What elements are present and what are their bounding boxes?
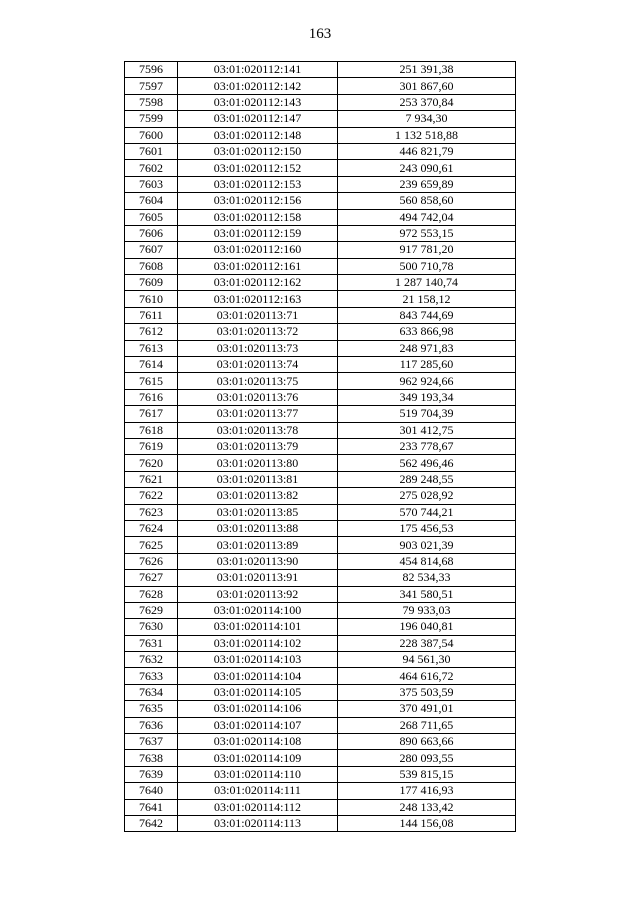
value-cell: 94 561,30 [338,652,516,668]
value-cell: 79 933,03 [338,602,516,618]
cadastral-number-cell: 03:01:020112:156 [178,193,338,209]
row-number-cell: 7627 [125,570,178,586]
table-row [125,422,516,438]
value-cell: 248 133,42 [338,799,516,815]
cadastral-number-cell: 03:01:020112:163 [178,291,338,307]
value-cell: 446 821,79 [338,143,516,159]
table-row [125,143,516,159]
row-number-cell: 7622 [125,488,178,504]
value-cell: 349 193,34 [338,389,516,405]
row-number-cell: 7642 [125,815,178,831]
value-cell: 560 858,60 [338,193,516,209]
cadastral-number-cell: 03:01:020113:88 [178,520,338,536]
cadastral-number-cell: 03:01:020112:153 [178,176,338,192]
row-number-cell: 7612 [125,324,178,340]
cadastral-number-cell: 03:01:020113:92 [178,586,338,602]
row-number-cell: 7617 [125,406,178,422]
value-cell: 275 028,92 [338,488,516,504]
cadastral-number-cell: 03:01:020114:105 [178,684,338,700]
value-cell: 280 093,55 [338,750,516,766]
cadastral-number-cell: 03:01:020114:100 [178,602,338,618]
value-cell: 903 021,39 [338,537,516,553]
row-number-cell: 7607 [125,242,178,258]
table-row [125,504,516,520]
table-row [125,668,516,684]
row-number-cell: 7609 [125,275,178,291]
cadastral-number-cell: 03:01:020112:143 [178,94,338,110]
cadastral-number-cell: 03:01:020113:71 [178,307,338,323]
cadastral-number-cell: 03:01:020113:81 [178,471,338,487]
cadastral-number-cell: 03:01:020113:77 [178,406,338,422]
row-number-cell: 7629 [125,602,178,618]
cadastral-number-cell: 03:01:020113:76 [178,389,338,405]
value-cell: 228 387,54 [338,635,516,651]
row-number-cell: 7640 [125,783,178,799]
table-row [125,406,516,422]
table-row [125,291,516,307]
row-number-cell: 7634 [125,684,178,700]
cadastral-number-cell: 03:01:020112:152 [178,160,338,176]
table-row [125,635,516,651]
table-row [125,357,516,373]
value-cell: 500 710,78 [338,258,516,274]
cadastral-number-cell: 03:01:020113:73 [178,340,338,356]
value-cell: 268 711,65 [338,717,516,733]
cadastral-number-cell: 03:01:020113:74 [178,357,338,373]
cadastral-number-cell: 03:01:020113:75 [178,373,338,389]
row-number-cell: 7635 [125,701,178,717]
row-number-cell: 7601 [125,143,178,159]
value-cell: 633 866,98 [338,324,516,340]
page-number: 163 [308,26,332,42]
cadastral-number-cell: 03:01:020113:85 [178,504,338,520]
value-cell: 177 416,93 [338,783,516,799]
table-row [125,717,516,733]
value-cell: 843 744,69 [338,307,516,323]
cadastral-number-cell: 03:01:020114:110 [178,766,338,782]
value-cell: 7 934,30 [338,111,516,127]
table-row [125,734,516,750]
value-cell: 21 158,12 [338,291,516,307]
table-row [125,652,516,668]
value-cell: 972 553,15 [338,225,516,241]
row-number-cell: 7623 [125,504,178,520]
value-cell: 890 663,66 [338,734,516,750]
table-row [125,373,516,389]
cadastral-number-cell: 03:01:020112:162 [178,275,338,291]
row-number-cell: 7611 [125,307,178,323]
value-cell: 239 659,89 [338,176,516,192]
row-number-cell: 7614 [125,357,178,373]
cadastral-number-cell: 03:01:020112:159 [178,225,338,241]
value-cell: 82 534,33 [338,570,516,586]
value-cell: 1 287 140,74 [338,275,516,291]
table-row [125,258,516,274]
table-row [125,78,516,94]
value-cell: 1 132 518,88 [338,127,516,143]
row-number-cell: 7602 [125,160,178,176]
cadastral-number-cell: 03:01:020114:112 [178,799,338,815]
row-number-cell: 7641 [125,799,178,815]
cadastral-number-cell: 03:01:020112:141 [178,62,338,78]
cadastral-number-cell: 03:01:020114:101 [178,619,338,635]
cadastral-number-cell: 03:01:020112:158 [178,209,338,225]
cadastral-number-cell: 03:01:020114:103 [178,652,338,668]
value-cell: 144 156,08 [338,815,516,831]
table-row [125,389,516,405]
table-row [125,225,516,241]
row-number-cell: 7630 [125,619,178,635]
value-cell: 196 040,81 [338,619,516,635]
table-row [125,62,516,78]
row-number-cell: 7608 [125,258,178,274]
row-number-cell: 7619 [125,438,178,454]
cadastral-number-cell: 03:01:020114:108 [178,734,338,750]
value-cell: 233 778,67 [338,438,516,454]
value-cell: 494 742,04 [338,209,516,225]
table-row [125,520,516,536]
cadastral-number-cell: 03:01:020112:148 [178,127,338,143]
value-cell: 370 491,01 [338,701,516,717]
table-row [125,340,516,356]
row-number-cell: 7632 [125,652,178,668]
table-row [125,570,516,586]
row-number-cell: 7615 [125,373,178,389]
table-row [125,455,516,471]
table-row [125,324,516,340]
table-row [125,307,516,323]
cadastral-number-cell: 03:01:020114:102 [178,635,338,651]
value-cell: 253 370,84 [338,94,516,110]
value-cell: 243 090,61 [338,160,516,176]
value-cell: 562 496,46 [338,455,516,471]
row-number-cell: 7616 [125,389,178,405]
table-row [125,537,516,553]
row-number-cell: 7638 [125,750,178,766]
cadastral-number-cell: 03:01:020112:160 [178,242,338,258]
cadastral-number-cell: 03:01:020114:107 [178,717,338,733]
table-row [125,488,516,504]
row-number-cell: 7610 [125,291,178,307]
row-number-cell: 7600 [125,127,178,143]
row-number-cell: 7597 [125,78,178,94]
cadastral-number-cell: 03:01:020114:113 [178,815,338,831]
table-row [125,242,516,258]
cadastral-number-cell: 03:01:020114:111 [178,783,338,799]
cadastral-number-cell: 03:01:020112:161 [178,258,338,274]
value-cell: 464 616,72 [338,668,516,684]
row-number-cell: 7603 [125,176,178,192]
table-row [125,586,516,602]
row-number-cell: 7620 [125,455,178,471]
table-row [125,193,516,209]
value-cell: 248 971,83 [338,340,516,356]
table-row [125,602,516,618]
table-row [125,619,516,635]
table-row [125,701,516,717]
table-row [125,127,516,143]
row-number-cell: 7637 [125,734,178,750]
row-number-cell: 7606 [125,225,178,241]
row-number-cell: 7596 [125,62,178,78]
row-number-cell: 7631 [125,635,178,651]
data-table [124,61,516,832]
cadastral-number-cell: 03:01:020113:79 [178,438,338,454]
table-row [125,799,516,815]
row-number-cell: 7613 [125,340,178,356]
row-number-cell: 7624 [125,520,178,536]
table-row [125,815,516,831]
row-number-cell: 7639 [125,766,178,782]
row-number-cell: 7604 [125,193,178,209]
cadastral-number-cell: 03:01:020114:106 [178,701,338,717]
row-number-cell: 7599 [125,111,178,127]
cadastral-number-cell: 03:01:020113:78 [178,422,338,438]
value-cell: 375 503,59 [338,684,516,700]
table-row [125,783,516,799]
row-number-cell: 7621 [125,471,178,487]
row-number-cell: 7636 [125,717,178,733]
table-row [125,766,516,782]
row-number-cell: 7605 [125,209,178,225]
row-number-cell: 7598 [125,94,178,110]
row-number-cell: 7633 [125,668,178,684]
table-row [125,160,516,176]
table-row [125,684,516,700]
cadastral-number-cell: 03:01:020112:150 [178,143,338,159]
value-cell: 539 815,15 [338,766,516,782]
cadastral-number-cell: 03:01:020114:109 [178,750,338,766]
table-row [125,750,516,766]
cadastral-number-cell: 03:01:020113:72 [178,324,338,340]
value-cell: 251 391,38 [338,62,516,78]
cadastral-number-cell: 03:01:020112:147 [178,111,338,127]
value-cell: 117 285,60 [338,357,516,373]
row-number-cell: 7618 [125,422,178,438]
cadastral-number-cell: 03:01:020113:91 [178,570,338,586]
value-cell: 341 580,51 [338,586,516,602]
row-number-cell: 7628 [125,586,178,602]
value-cell: 454 814,68 [338,553,516,569]
value-cell: 289 248,55 [338,471,516,487]
table-row [125,176,516,192]
cadastral-number-cell: 03:01:020112:142 [178,78,338,94]
cadastral-number-cell: 03:01:020113:82 [178,488,338,504]
cadastral-number-cell: 03:01:020114:104 [178,668,338,684]
value-cell: 301 412,75 [338,422,516,438]
value-cell: 301 867,60 [338,78,516,94]
table-row [125,553,516,569]
table-row [125,471,516,487]
row-number-cell: 7625 [125,537,178,553]
value-cell: 175 456,53 [338,520,516,536]
cadastral-number-cell: 03:01:020113:89 [178,537,338,553]
value-cell: 570 744,21 [338,504,516,520]
table-row [125,111,516,127]
value-cell: 519 704,39 [338,406,516,422]
table-body [125,62,516,832]
cadastral-number-cell: 03:01:020113:90 [178,553,338,569]
value-cell: 962 924,66 [338,373,516,389]
cadastral-number-cell: 03:01:020113:80 [178,455,338,471]
table-row [125,94,516,110]
table-row [125,438,516,454]
table-row [125,275,516,291]
value-cell: 917 781,20 [338,242,516,258]
row-number-cell: 7626 [125,553,178,569]
table-row [125,209,516,225]
